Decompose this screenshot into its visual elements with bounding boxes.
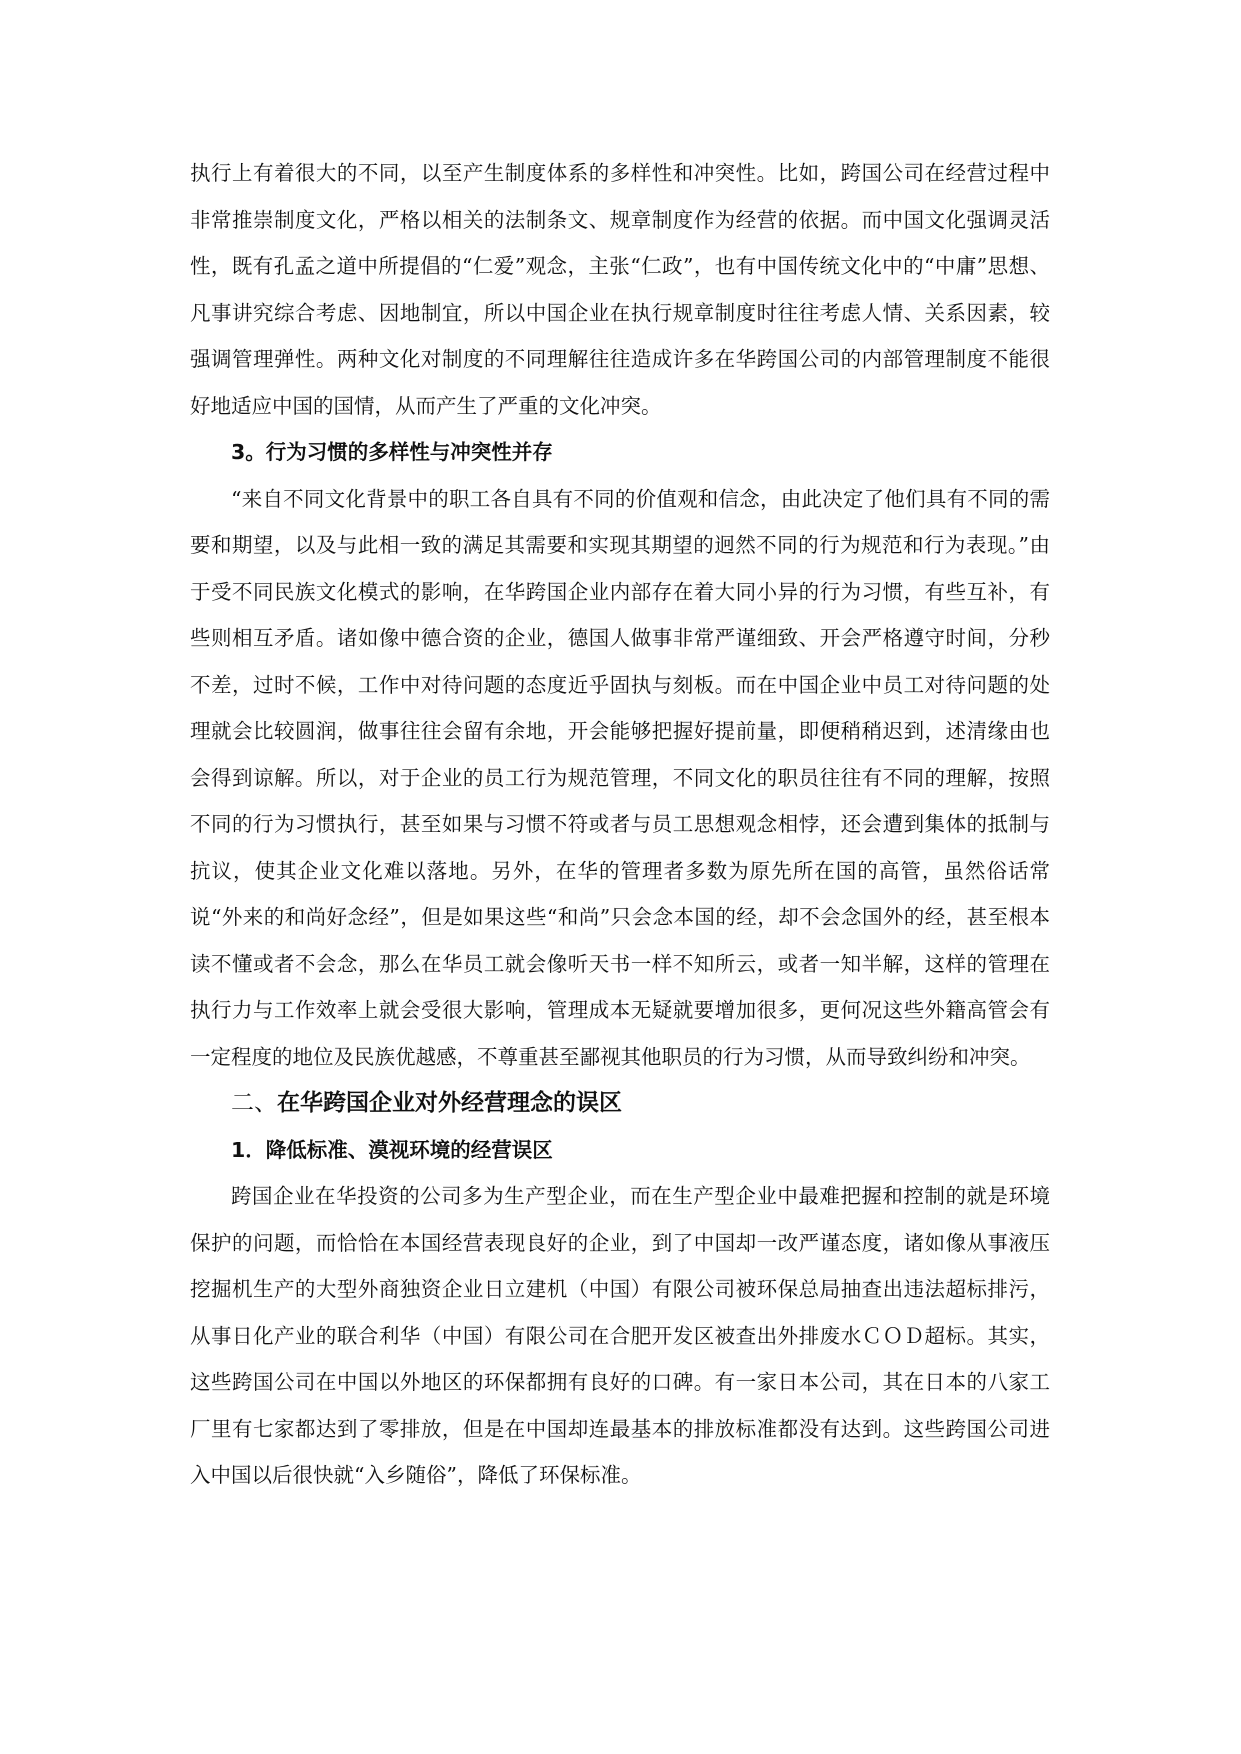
heading-behavior-habits: 3。行为习惯的多样性与冲突性并存	[231, 440, 553, 464]
document-page	[190, 150, 1050, 1499]
paragraph-behavior-habits: “来自不同文化背景中的职工各自具有不同的价值观和信念，由此决定了他们具有不同的需要和期望，以及与此相一致的满足其需要和实现其期望的迥然不同的行为规范和行为表现。”由于受不同民族文化模式的影响，在华跨国企业内部存在着大同小异的行为习惯，有些互补，有些则相互矛盾。诸如像中德合资的企业，德国人做事非常严谨细致、开会严格遵守时间，分秒不差，过时不候，工作中对待问题的态度近乎固执与刻板。而在中国企业中员工对待问题的处理就会比较圆润，做事往往会留有余地，开会能够把握好提前量，即便稍稍迟到，述清缘由也会得到谅解。所以，对于企业的员工行为规范管理，不同文化的职员往往有不同的理解，按照不同的行为习惯执行，甚至如果与习惯不符或者与员工思想观念相悖，还会遭到集体的抵制与抗议，使其企业文化难以落地。另外，在华的管理者多数为原先所在国的高管，虽然俗话常说“外来的和尚好念经”，但是如果这些“和尚”只会念本国的经，却不会念国外的经，甚至根本读不懂或者不会念，那么在华员工就会像听天书一样不知所云，或者一知半解，这样的管理在执行力与工作效率上就会受很大影响，管理成本无疑就要增加很多，更何况这些外籍高管会有一定程度的地位及民族优越感，不尊重甚至鄙视其他职员的行为习惯，从而导致纠纷和冲突。	[190, 486, 1050, 1069]
section-heading-2-number: 二、	[231, 1090, 277, 1116]
section-heading-2-title: 在华跨国企业对外经营理念的误区	[277, 1090, 622, 1116]
paragraph-environment: 跨国企业在华投资的公司多为生产型企业，而在生产型企业中最难把握和控制的就是环境保护的问题，而恰恰在本国经营表现良好的企业，到了中国却一改严谨态度，诸如像从事液压挖掘机生产的大型外商独资企业日立建机（中国）有限公司被环保总局抽查出违法超标排污，从事日化产业的联合利华（中国）有限公司在合肥开发区被查出外排废水ＣＯＤ超标。其实，这些跨国公司在中国以外地区的环保都拥有良好的口碑。有一家日本公司，其在日本的八家工厂里有七家都达到了零排放，但是在中国却连最基本的排放标准都没有达到。这些跨国公司进入中国以后很快就“入乡随俗”，降低了环保标准。	[190, 1184, 1050, 1487]
paragraph-institution-continued: 执行上有着很大的不同，以至产生制度体系的多样性和冲突性。比如，跨国公司在经营过程中非常推崇制度文化，严格以相关的法制条文、规章制度作为经营的依据。而中国文化强调灵活性，既有孔孟之道中所提倡的“仁爱”观念，主张“仁政”，也有中国传统文化中的“中庸”思想、凡事讲究综合考虑、因地制宜，所以中国企业在执行规章制度时往往考虑人情、关系因素，较强调管理弹性。两种文化对制度的不同理解往往造成许多在华跨国公司的内部管理制度不能很好地适应中国的国情，从而产生了严重的文化冲突。	[190, 161, 1050, 418]
section-heading-2	[190, 1080, 1050, 1127]
heading-environment-misconception: 1．降低标准、漠视环境的经营误区	[231, 1137, 553, 1162]
